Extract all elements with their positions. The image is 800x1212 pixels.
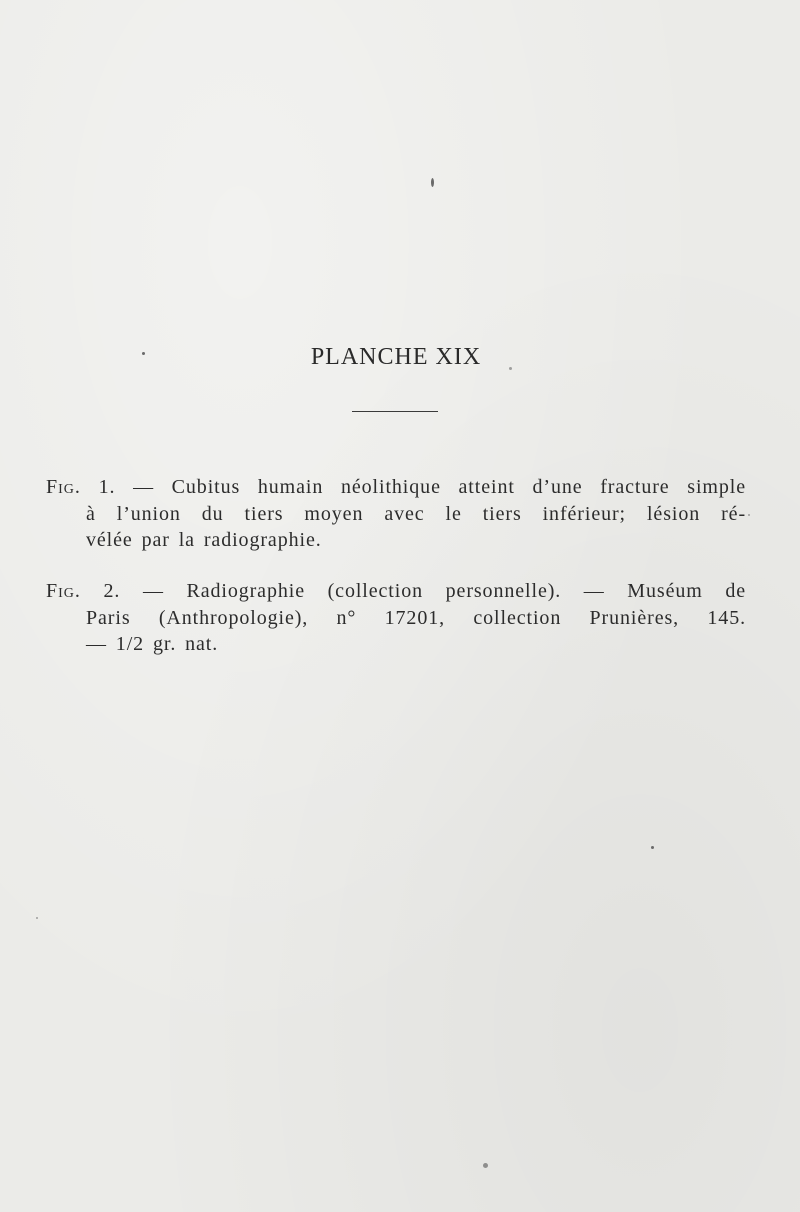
caption-line: à l’union du tiers moyen avec le tiers inférieur; lésion ré- — [86, 502, 746, 525]
caption-line: — 1/2 gr. nat. — [86, 633, 219, 655]
caption-text: 2. — Radiographie (collection personnelle). — Muséum de — [103, 580, 746, 602]
caption-line: Paris (Anthropologie), n° 17201, collection Prunières, 145. — [86, 606, 746, 629]
paper-speck — [748, 514, 750, 516]
figure-label: Fig. — [46, 476, 81, 498]
paper-speck — [651, 846, 654, 849]
figure-caption-2 — [46, 578, 746, 658]
paper-speck — [431, 178, 434, 187]
figure-label: Fig. — [46, 580, 81, 602]
paper-speck — [36, 917, 38, 919]
caption-line: vélée par la radiographie. — [86, 529, 322, 551]
figure-caption-1 — [46, 474, 746, 554]
caption-text: 1. — Cubitus humain néolithique atteint d’une fracture simple — [98, 476, 746, 498]
caption-line — [46, 578, 746, 605]
plate-title: PLANCHE XIX — [310, 344, 482, 370]
title-rule — [352, 411, 438, 412]
paper-speck — [483, 1163, 488, 1168]
caption-line — [46, 474, 746, 501]
